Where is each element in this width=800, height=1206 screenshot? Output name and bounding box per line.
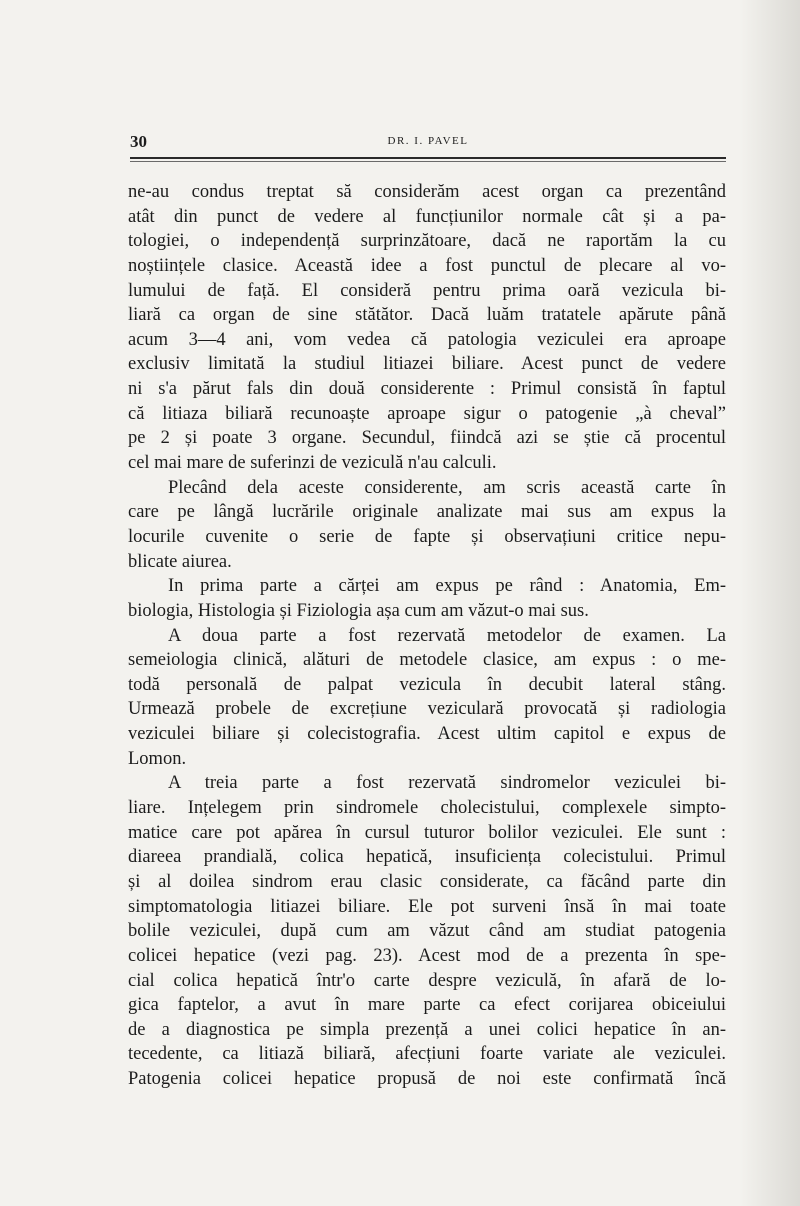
text-line: biologia, Histologia și Fiziologia așa cum am văzut-o mai sus. (128, 600, 589, 621)
text-line: semeiologia clinică, alături de metodele clasice, am expus : o me- (128, 650, 726, 671)
text-line: A doua parte a fost rezervată metodelor de examen. La (168, 625, 726, 646)
text-line: bolile veziculei, după cum am văzut când am studiat patogenia (128, 921, 726, 942)
text-line: todă personală de palpat vezicula în decubit lateral stâng. (128, 674, 726, 695)
text-line: veziculei biliare și colecistografia. Acest ultim capitol e expus de (128, 724, 726, 745)
header-rule (130, 157, 726, 159)
text-line: exclusiv limitată la studiul litiazei biliare. Acest punct de vedere (128, 354, 726, 375)
text-line: blicate aiurea. (128, 551, 232, 572)
running-head: DR. I. PAVEL (387, 135, 469, 147)
header-rule-thin (130, 161, 726, 162)
text-line: atât din punct de vedere al funcțiunilor normale cât și a pa- (128, 206, 726, 227)
text-line: simptomatologia litiazei biliare. Ele pot surveni însă în mai toate (128, 896, 726, 917)
text-line: Plecând dela aceste considerente, am scris această carte în (168, 477, 726, 498)
text-line: tecedente, ca litiază biliară, afecțiuni foarte variate ale veziculei. (128, 1044, 726, 1065)
text-line: gica faptelor, a avut în mare parte ca efect corijarea obiceiului (128, 995, 726, 1016)
text-line: In prima parte a cărței am expus pe rând : Anatomia, Em- (168, 576, 726, 597)
text-line: și al doilea sindrom erau clasic considerate, ca făcând parte din (128, 871, 726, 892)
text-line: liare. Ințelegem prin sindromele cholecistului, complexele simpto- (128, 798, 726, 819)
text-line: cel mai mare de suferinzi de veziculă n'au calculi. (128, 453, 497, 474)
text-line: lumului de față. El consideră pentru prima oară vezicula bi- (128, 280, 726, 301)
text-line: Patogenia colicei hepatice propusă de noi este confirmată încă (128, 1069, 726, 1090)
page-edge-shadow (740, 0, 800, 1206)
text-line: ni s'a părut fals din două considerente : Primul consistă în faptul (128, 379, 726, 400)
text-line: colicei hepatice (vezi pag. 23). Acest mod de a prezenta în spe- (128, 945, 726, 966)
text-line: de a diagnostica pe simpla prezență a unei colici hepatice în an- (128, 1019, 726, 1040)
text-line: Urmează probele de excrețiune veziculară provocată și radiologia (128, 699, 726, 720)
text-line: locurile cuvenite o serie de fapte și observațiuni critice nepu- (128, 526, 726, 547)
body-text (128, 180, 726, 1092)
text-line: matice care pot apărea în cursul tuturor bolilor veziculei. Ele sunt : (128, 822, 726, 843)
text-line: cial colica hepatică într'o carte despre veziculă, în afară de lo- (128, 970, 726, 991)
text-line: pe 2 și poate 3 organe. Secundul, fiindcă azi se știe că procentul (128, 428, 726, 449)
text-line: tologiei, o independență surprinzătoare, dacă ne raportăm la cu (128, 231, 726, 252)
text-line: liară ca organ de sine stătător. Dacă luăm tratatele apărute până (128, 305, 726, 326)
text-line: noștiințele clasice. Această idee a fost punctul de plecare al vo- (128, 255, 726, 276)
text-line: diareea prandială, colica hepatică, insuficiența colecistului. Primul (128, 847, 726, 868)
text-line: ne-au condus treptat să considerăm acest organ ca prezentând (128, 182, 726, 202)
text-line: acum 3—4 ani, vom vedea că patologia veziculei era aproape (128, 329, 726, 350)
text-line: că litiaza biliară recunoaște aproape sigur o patogenie „à cheval” (128, 403, 726, 424)
text-line: Lomon. (128, 748, 187, 769)
page-header (130, 132, 726, 154)
text-line: care pe lângă lucrările originale analizate mai sus am expus la (128, 502, 726, 523)
text-line: A treia parte a fost rezervată sindromelor veziculei bi- (168, 773, 726, 794)
page-number: 30 (130, 132, 147, 151)
